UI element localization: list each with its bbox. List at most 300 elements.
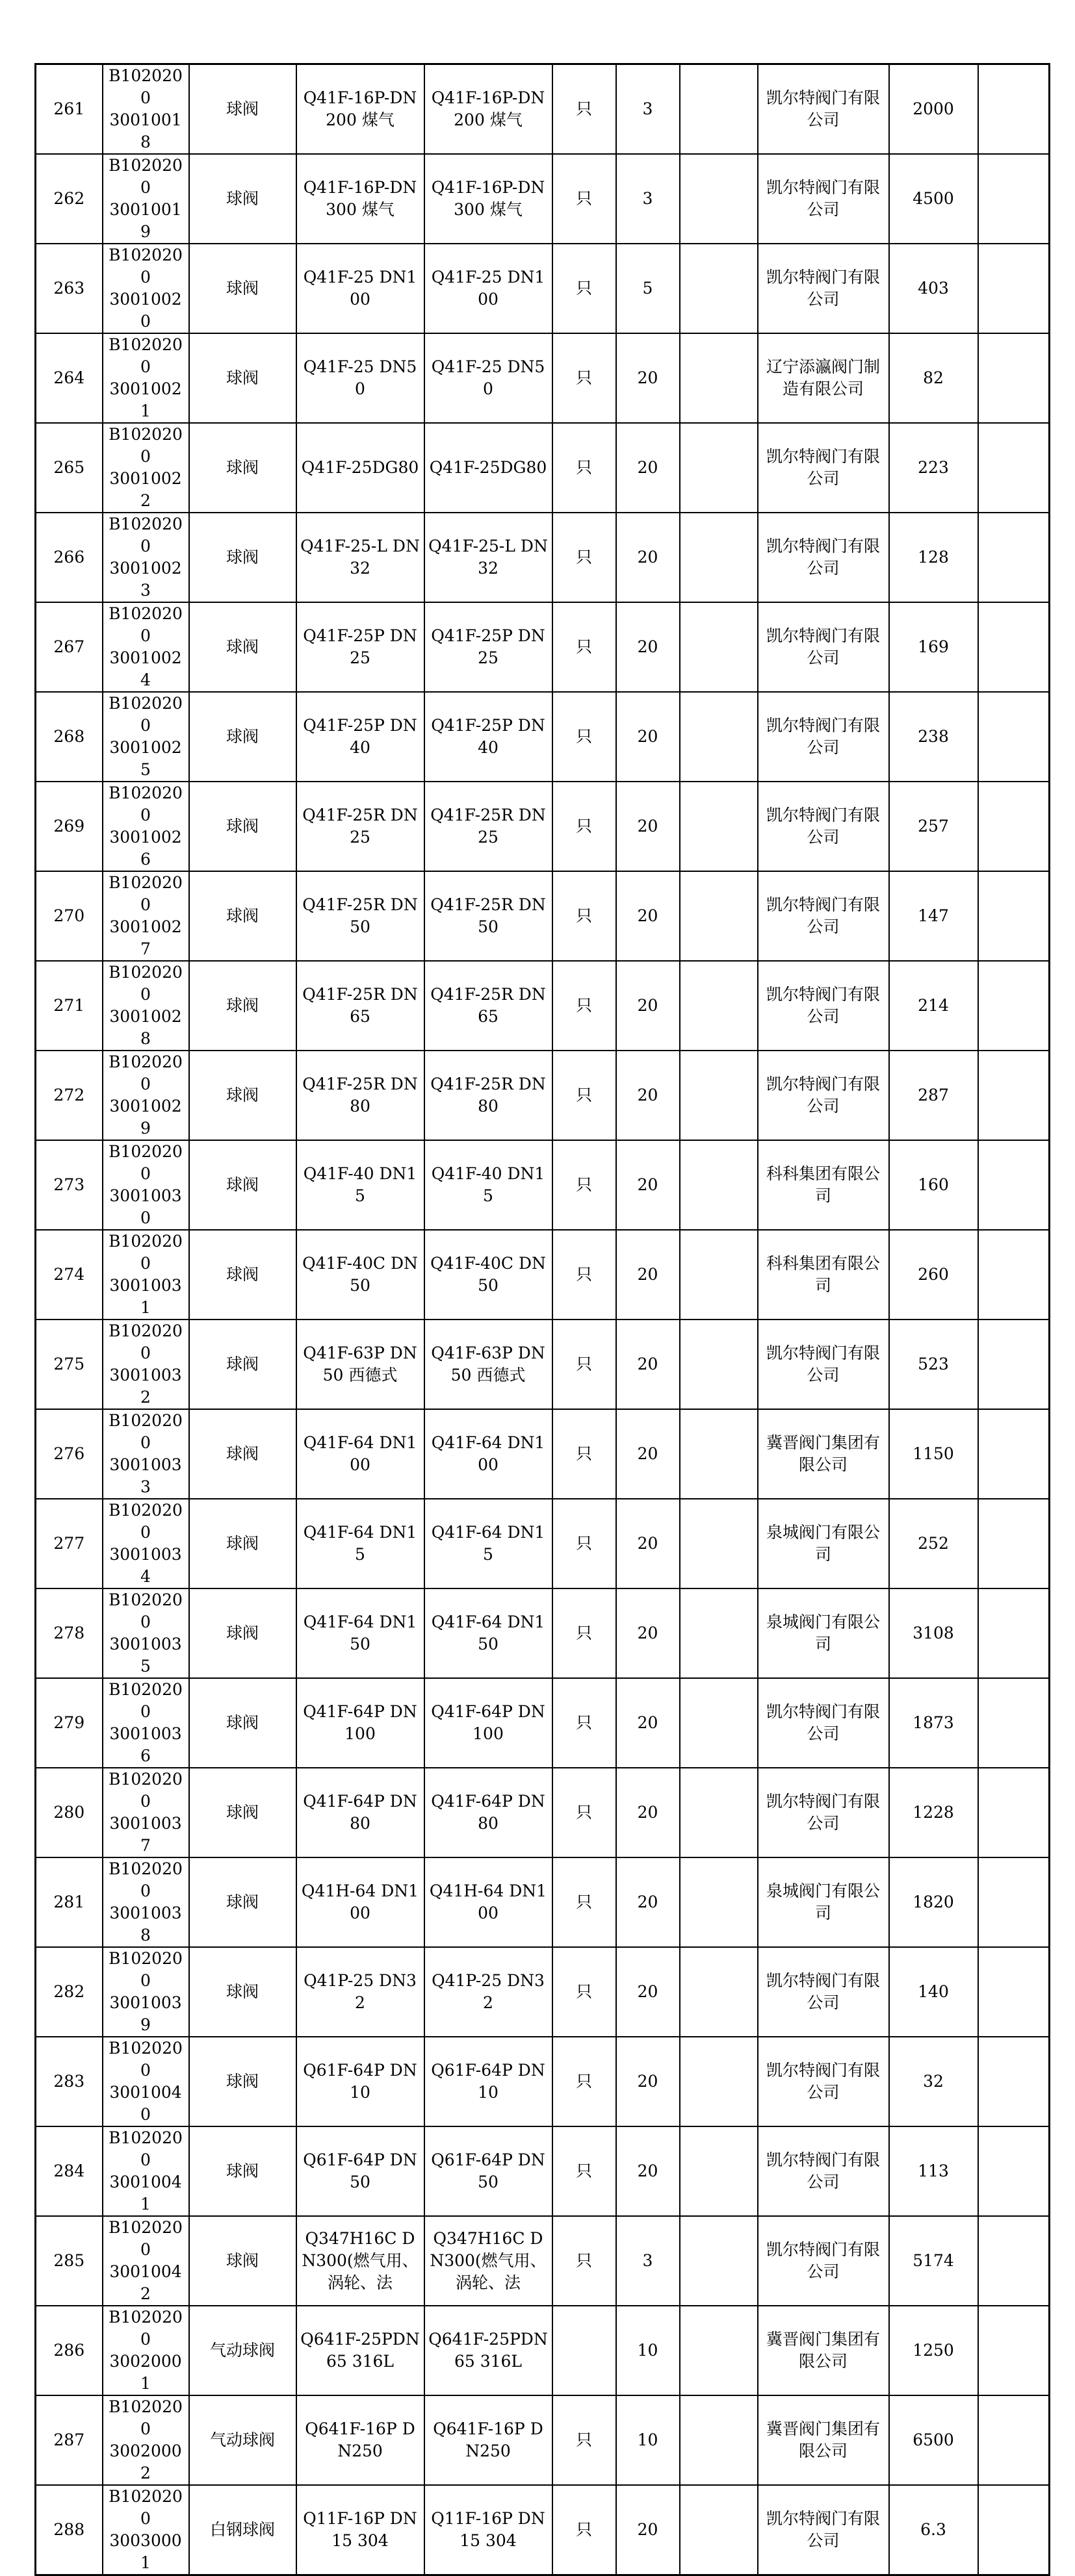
cell-blank-cell <box>680 2216 758 2306</box>
cell-item-name <box>189 1857 296 1947</box>
cell-quantity <box>616 2126 680 2216</box>
cell-material-code <box>103 1947 189 2037</box>
cell-material-code <box>103 423 189 513</box>
model-text: Q41F-16P-DN200 煤气 <box>431 88 545 129</box>
supplier-text: 凯尔特阀门有限公司 <box>766 895 880 936</box>
item-name-text: 球阀 <box>226 727 259 746</box>
material-code-prefix: B1020200 <box>109 784 183 824</box>
row-number-text: 267 <box>53 637 85 656</box>
cell-item-name <box>189 1051 296 1140</box>
model-text: Q41F-25P DN25 <box>431 626 545 667</box>
cell-specification <box>296 961 424 1051</box>
model-text: Q41F-25DG80 <box>429 458 547 477</box>
cell-quantity <box>616 64 680 155</box>
item-name-text: 球阀 <box>226 1713 259 1732</box>
model-text: Q61F-64P DN10 <box>431 2061 545 2102</box>
row-number-text: 276 <box>53 1444 85 1463</box>
cell-quantity <box>616 2037 680 2126</box>
cell-specification <box>296 1499 424 1588</box>
table-row <box>36 2395 1050 2485</box>
cell-row-number <box>36 2216 103 2306</box>
cell-supplier <box>758 2216 889 2306</box>
cell-supplier <box>758 961 889 1051</box>
item-name-text: 球阀 <box>226 996 259 1015</box>
cell-unit <box>552 1588 616 1678</box>
material-code-suffix: 30010021 <box>109 379 182 420</box>
cell-remarks-cell <box>978 961 1050 1051</box>
cell-remarks-cell <box>978 64 1050 155</box>
unit-price-text: 82 <box>923 368 944 387</box>
table-row <box>36 961 1050 1051</box>
item-name-text: 球阀 <box>226 458 259 477</box>
material-code-prefix: B1020200 <box>109 1859 183 1900</box>
cell-row-number <box>36 1230 103 1320</box>
specification-text: Q41F-25 DN100 <box>303 268 417 309</box>
cell-unit-price <box>889 333 978 423</box>
unit-price-text: 128 <box>918 548 949 567</box>
material-code-prefix: B1020200 <box>109 1052 183 1093</box>
cell-item-name <box>189 2485 296 2575</box>
cell-blank-cell <box>680 1857 758 1947</box>
cell-unit <box>552 1678 616 1768</box>
cell-remarks-cell <box>978 602 1050 692</box>
cell-remarks-cell <box>978 2126 1050 2216</box>
material-code-prefix: B1020200 <box>109 2308 183 2349</box>
cell-quantity <box>616 2216 680 2306</box>
cell-model <box>424 244 552 333</box>
table-row <box>36 1230 1050 1320</box>
quantity-text: 20 <box>637 906 658 925</box>
material-code-prefix: B1020200 <box>109 873 183 914</box>
cell-quantity <box>616 961 680 1051</box>
cell-row-number <box>36 1588 103 1678</box>
cell-model <box>424 2485 552 2575</box>
model-text: Q41F-25R DN50 <box>430 895 546 936</box>
item-name-text: 球阀 <box>226 2072 259 2091</box>
cell-unit <box>552 244 616 333</box>
quantity-text: 20 <box>637 727 658 746</box>
cell-supplier <box>758 1947 889 2037</box>
specification-text: Q41F-25DG80 <box>301 458 419 477</box>
cell-unit-price <box>889 2126 978 2216</box>
cell-material-code <box>103 244 189 333</box>
quantity-text: 20 <box>637 1713 658 1732</box>
table-row <box>36 154 1050 244</box>
unit-text: 只 <box>575 2251 592 2270</box>
specification-text: Q41F-25R DN65 <box>302 985 418 1026</box>
row-number-text: 280 <box>53 1803 85 1822</box>
specification-text: Q41F-64 DN150 <box>303 1613 417 1653</box>
unit-text: 只 <box>575 637 592 656</box>
unit-price-text: 523 <box>918 1355 949 1373</box>
unit-price-text: 3108 <box>913 1624 954 1642</box>
material-code-prefix: B1020200 <box>109 1411 183 1452</box>
unit-price-text: 2000 <box>913 99 954 118</box>
specification-text: Q41F-25R DN80 <box>302 1075 418 1116</box>
cell-row-number <box>36 2306 103 2395</box>
unit-text: 只 <box>575 1086 592 1104</box>
supplier-text: 凯尔特阀门有限公司 <box>766 447 880 488</box>
unit-text: 只 <box>575 1534 592 1553</box>
row-number-text: 271 <box>53 996 85 1015</box>
unit-price-text: 113 <box>918 2162 949 2180</box>
material-code-suffix: 30010025 <box>109 738 182 779</box>
cell-specification <box>296 782 424 871</box>
specification-text: Q41H-64 DN100 <box>301 1881 419 1922</box>
cell-remarks-cell <box>978 2395 1050 2485</box>
cell-row-number <box>36 692 103 782</box>
cell-blank-cell <box>680 1230 758 1320</box>
cell-supplier <box>758 1051 889 1140</box>
specification-text: Q41F-64P DN100 <box>303 1702 417 1743</box>
table-row <box>36 1140 1050 1230</box>
cell-unit <box>552 1409 616 1499</box>
cell-supplier <box>758 1588 889 1678</box>
model-text: Q41F-40 DN15 <box>431 1164 545 1205</box>
cell-model <box>424 961 552 1051</box>
quantity-text: 20 <box>637 1265 658 1284</box>
supplier-text: 冀晋阀门集团有限公司 <box>766 2330 880 2371</box>
cell-unit <box>552 1768 616 1857</box>
unit-price-text: 32 <box>923 2072 944 2091</box>
material-code-suffix: 30010034 <box>109 1545 182 1586</box>
item-name-text: 球阀 <box>226 99 259 118</box>
cell-remarks-cell <box>978 1140 1050 1230</box>
unit-price-text: 1228 <box>913 1803 954 1822</box>
material-code-suffix: 30010035 <box>109 1635 182 1676</box>
cell-model <box>424 2126 552 2216</box>
cell-unit <box>552 692 616 782</box>
cell-item-name <box>189 513 296 602</box>
row-number-text: 283 <box>53 2072 85 2091</box>
cell-supplier <box>758 602 889 692</box>
cell-quantity <box>616 1230 680 1320</box>
unit-text: 只 <box>575 2520 592 2539</box>
cell-specification <box>296 1768 424 1857</box>
cell-row-number <box>36 2485 103 2575</box>
material-code-suffix: 30010030 <box>109 1186 182 1227</box>
quantity-text: 5 <box>642 279 653 298</box>
cell-blank-cell <box>680 423 758 513</box>
table-row <box>36 2485 1050 2575</box>
unit-text: 只 <box>575 189 592 208</box>
material-code-suffix: 30010032 <box>109 1366 182 1407</box>
row-number-text: 278 <box>53 1624 85 1642</box>
supplier-text: 泉城阀门有限公司 <box>766 1881 880 1922</box>
cell-quantity <box>616 1051 680 1140</box>
cell-specification <box>296 2395 424 2485</box>
cell-blank-cell <box>680 2126 758 2216</box>
cell-item-name <box>189 333 296 423</box>
cell-blank-cell <box>680 2395 758 2485</box>
cell-unit-price <box>889 64 978 155</box>
unit-price-text: 1250 <box>913 2341 954 2360</box>
material-code-suffix: 30010037 <box>109 1814 182 1855</box>
material-code-prefix: B1020200 <box>109 2397 183 2438</box>
quantity-text: 20 <box>637 637 658 656</box>
cell-unit-price <box>889 2037 978 2126</box>
cell-row-number <box>36 602 103 692</box>
specification-text: Q61F-64P DN10 <box>303 2061 417 2102</box>
row-number-text: 269 <box>53 817 85 835</box>
specification-text: Q41F-64 DN100 <box>303 1433 417 1474</box>
cell-unit-price <box>889 871 978 961</box>
cell-material-code <box>103 2126 189 2216</box>
cell-unit <box>552 1320 616 1409</box>
cell-remarks-cell <box>978 871 1050 961</box>
supplier-text: 辽宁添瀛阀门制造有限公司 <box>766 357 880 398</box>
specification-text: Q41F-63P DN50 西德式 <box>303 1344 417 1384</box>
supplier-text: 凯尔特阀门有限公司 <box>766 1344 880 1384</box>
cell-quantity <box>616 333 680 423</box>
cell-supplier <box>758 782 889 871</box>
cell-specification <box>296 2126 424 2216</box>
cell-supplier <box>758 423 889 513</box>
material-code-prefix: B1020200 <box>109 2039 183 2080</box>
quantity-text: 10 <box>637 2341 658 2360</box>
supplier-text: 凯尔特阀门有限公司 <box>766 88 880 129</box>
cell-item-name <box>189 602 296 692</box>
unit-text: 只 <box>575 279 592 298</box>
cell-supplier <box>758 2485 889 2575</box>
quantity-text: 20 <box>637 1803 658 1822</box>
cell-row-number <box>36 1768 103 1857</box>
cell-material-code <box>103 602 189 692</box>
cell-supplier <box>758 64 889 155</box>
table-row <box>36 1857 1050 1947</box>
material-code-suffix: 30010036 <box>109 1724 182 1765</box>
cell-blank-cell <box>680 1409 758 1499</box>
unit-text: 只 <box>575 817 592 835</box>
row-number-text: 277 <box>53 1534 85 1553</box>
cell-blank-cell <box>680 871 758 961</box>
unit-price-text: 6.3 <box>920 2520 946 2539</box>
cell-blank-cell <box>680 333 758 423</box>
cell-quantity <box>616 782 680 871</box>
material-code-prefix: B1020200 <box>109 515 183 555</box>
item-name-text: 球阀 <box>226 1624 259 1642</box>
material-code-prefix: B1020200 <box>109 335 183 376</box>
item-name-text: 球阀 <box>226 1444 259 1463</box>
cell-unit-price <box>889 1768 978 1857</box>
cell-model <box>424 2216 552 2306</box>
cell-row-number <box>36 1947 103 2037</box>
cell-unit-price <box>889 1947 978 2037</box>
material-code-prefix: B1020200 <box>109 66 183 107</box>
cell-row-number <box>36 2037 103 2126</box>
cell-material-code <box>103 782 189 871</box>
cell-row-number <box>36 1678 103 1768</box>
cell-blank-cell <box>680 2485 758 2575</box>
cell-material-code <box>103 333 189 423</box>
unit-text: 只 <box>575 996 592 1015</box>
cell-item-name <box>189 1230 296 1320</box>
cell-unit-price <box>889 1588 978 1678</box>
cell-blank-cell <box>680 692 758 782</box>
supplier-text: 科科集团有限公司 <box>766 1164 880 1205</box>
material-code-suffix: 30010026 <box>109 828 182 869</box>
cell-row-number <box>36 1409 103 1499</box>
cell-blank-cell <box>680 782 758 871</box>
row-number-text: 272 <box>53 1086 85 1104</box>
cell-item-name <box>189 1409 296 1499</box>
model-text: Q11F-16P DN15 304 <box>431 2509 545 2550</box>
cell-row-number <box>36 333 103 423</box>
cell-material-code <box>103 692 189 782</box>
cell-unit-price <box>889 244 978 333</box>
material-code-prefix: B1020200 <box>109 2218 183 2259</box>
cell-quantity <box>616 1588 680 1678</box>
table-row <box>36 692 1050 782</box>
material-code-suffix: 30030001 <box>109 2531 182 2572</box>
cell-material-code <box>103 1678 189 1768</box>
cell-row-number <box>36 782 103 871</box>
supplier-text: 凯尔特阀门有限公司 <box>766 716 880 757</box>
material-code-suffix: 30020002 <box>109 2442 182 2482</box>
cell-remarks-cell <box>978 423 1050 513</box>
cell-remarks-cell <box>978 1499 1050 1588</box>
material-code-prefix: B1020200 <box>109 2128 183 2169</box>
supplier-text: 凯尔特阀门有限公司 <box>766 2509 880 2550</box>
cell-specification <box>296 154 424 244</box>
table-row <box>36 64 1050 155</box>
unit-text: 只 <box>575 1355 592 1373</box>
quantity-text: 20 <box>637 2520 658 2539</box>
model-text: Q41F-40C DN50 <box>430 1254 546 1295</box>
cell-supplier <box>758 2395 889 2485</box>
unit-text: 只 <box>575 368 592 387</box>
model-text: Q41F-25 DN50 <box>431 357 545 398</box>
model-text: Q41F-25R DN25 <box>430 806 546 847</box>
quantity-text: 10 <box>637 2430 658 2449</box>
cell-row-number <box>36 154 103 244</box>
quantity-text: 20 <box>637 458 658 477</box>
item-name-text: 球阀 <box>226 1893 259 1911</box>
cell-unit <box>552 602 616 692</box>
unit-price-text: 160 <box>918 1175 949 1194</box>
cell-blank-cell <box>680 961 758 1051</box>
unit-text: 只 <box>575 2162 592 2180</box>
item-name-text: 球阀 <box>226 817 259 835</box>
unit-text: 只 <box>575 1803 592 1822</box>
table-row <box>36 423 1050 513</box>
quantity-text: 20 <box>637 368 658 387</box>
cell-model <box>424 1768 552 1857</box>
cell-item-name <box>189 871 296 961</box>
specification-text: Q641F-25PDN65 316L <box>300 2330 420 2371</box>
model-text: Q61F-64P DN50 <box>431 2150 545 2191</box>
cell-quantity <box>616 1499 680 1588</box>
cell-remarks-cell <box>978 2216 1050 2306</box>
cell-model <box>424 2395 552 2485</box>
row-number-text: 282 <box>53 1982 85 2001</box>
cell-remarks-cell <box>978 1857 1050 1947</box>
cell-material-code <box>103 1857 189 1947</box>
unit-price-text: 238 <box>918 727 949 746</box>
quantity-text: 20 <box>637 2162 658 2180</box>
material-code-suffix: 30010029 <box>109 1097 182 1138</box>
quantity-text: 20 <box>637 1355 658 1373</box>
cell-unit <box>552 2306 616 2395</box>
cell-material-code <box>103 1320 189 1409</box>
model-text: Q41F-25R DN65 <box>430 985 546 1026</box>
unit-text: 只 <box>575 1713 592 1732</box>
supplier-text: 凯尔特阀门有限公司 <box>766 1075 880 1116</box>
cell-unit <box>552 423 616 513</box>
quantity-text: 20 <box>637 1534 658 1553</box>
specification-text: Q41F-25R DN25 <box>302 806 418 847</box>
cell-specification <box>296 64 424 155</box>
cell-material-code <box>103 154 189 244</box>
unit-price-text: 5174 <box>913 2251 954 2270</box>
specification-text: Q41F-16P-DN200 煤气 <box>303 88 417 129</box>
unit-text: 只 <box>575 1893 592 1911</box>
cell-item-name <box>189 692 296 782</box>
cell-quantity <box>616 1409 680 1499</box>
row-number-text: 285 <box>53 2251 85 2270</box>
cell-item-name <box>189 2395 296 2485</box>
material-code-prefix: B1020200 <box>109 1949 183 1990</box>
specification-text: Q641F-16P DN250 <box>305 2419 415 2460</box>
cell-unit-price <box>889 2306 978 2395</box>
unit-price-text: 214 <box>918 996 949 1015</box>
supplier-text: 泉城阀门有限公司 <box>766 1523 880 1564</box>
row-number-text: 266 <box>53 548 85 567</box>
cell-unit-price <box>889 2485 978 2575</box>
cell-remarks-cell <box>978 244 1050 333</box>
cell-quantity <box>616 513 680 602</box>
row-number-text: 287 <box>53 2430 85 2449</box>
unit-price-text: 287 <box>918 1086 949 1104</box>
cell-unit <box>552 2126 616 2216</box>
specification-text: Q41P-25 DN32 <box>304 1971 417 2012</box>
model-text: Q347H16C DN300(燃气用、涡轮、法 <box>430 2229 547 2292</box>
unit-price-text: 223 <box>918 458 949 477</box>
cell-blank-cell <box>680 1678 758 1768</box>
cell-unit-price <box>889 1230 978 1320</box>
item-name-text: 球阀 <box>226 279 259 298</box>
cell-quantity <box>616 1140 680 1230</box>
cell-model <box>424 1499 552 1588</box>
cell-unit-price <box>889 1051 978 1140</box>
cell-material-code <box>103 2395 189 2485</box>
specification-text: Q11F-16P DN15 304 <box>303 2509 417 2550</box>
cell-quantity <box>616 1320 680 1409</box>
row-number-text: 275 <box>53 1355 85 1373</box>
cell-unit <box>552 154 616 244</box>
cell-remarks-cell <box>978 2037 1050 2126</box>
supplier-text: 凯尔特阀门有限公司 <box>766 2061 880 2102</box>
supplier-text: 冀晋阀门集团有限公司 <box>766 2419 880 2460</box>
cell-unit <box>552 1947 616 2037</box>
cell-supplier <box>758 692 889 782</box>
cell-unit-price <box>889 154 978 244</box>
unit-text: 只 <box>575 727 592 746</box>
row-number-text: 263 <box>53 279 85 298</box>
cell-blank-cell <box>680 244 758 333</box>
cell-supplier <box>758 244 889 333</box>
unit-text: 只 <box>575 1265 592 1284</box>
material-code-prefix: B1020200 <box>109 246 183 287</box>
specification-text: Q41F-25-L DN32 <box>300 537 420 578</box>
material-code-prefix: B1020200 <box>109 604 183 645</box>
cell-unit <box>552 961 616 1051</box>
cell-model <box>424 2306 552 2395</box>
material-code-prefix: B1020200 <box>109 1501 183 1542</box>
table-row <box>36 1051 1050 1140</box>
material-code-suffix: 30010033 <box>109 1455 182 1496</box>
table-row <box>36 782 1050 871</box>
